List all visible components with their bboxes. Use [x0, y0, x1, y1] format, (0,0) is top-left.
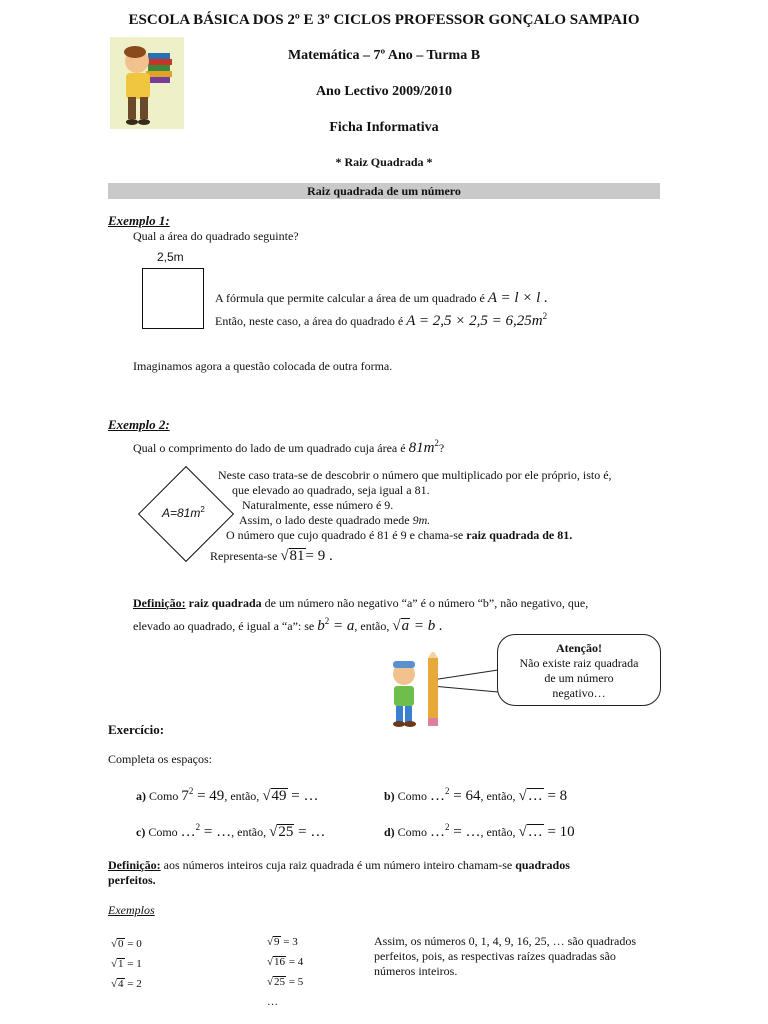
school-year: Ano Lectivo 2009/2010: [315, 84, 453, 99]
example2-text1: Neste caso trata-se de descobrir o número que multiplicado por ele próprio, isto é,: [218, 468, 612, 482]
warning-line2: de um número: [544, 671, 614, 685]
example2-text6: Representa-se √81= 9 .: [210, 548, 333, 564]
exercise-b: b) Como …$^2$ = 64, então, √… = 8: [384, 786, 568, 804]
warning-line3: negativo…: [552, 686, 606, 700]
example2-text3: Naturalmente, esse número é 9.: [242, 498, 394, 512]
square-side-label: 2,5m: [157, 250, 184, 264]
example-sqrt-0: √0 = 0: [111, 938, 142, 950]
example1-line2: Então, neste caso, a área do quadrado é $A = 2,5 \times 2,5 = 6,25m^2$: [215, 311, 548, 329]
example2-text2: que elevado ao quadrado, seja igual a 81.: [232, 483, 430, 497]
example1-question: Qual a área do quadrado seguinte?: [133, 229, 299, 243]
example1-title: Exemplo 1:: [108, 213, 170, 228]
warning-line1: Não existe raiz quadrada: [519, 656, 639, 670]
definition-square-root-line2: elevado ao quadrado, é igual a “a”: se $b^2 = a$, então, √a = b .: [133, 616, 443, 634]
examples-title: Exemplos: [108, 903, 155, 917]
exercise-instruction: Completa os espaços:: [108, 752, 212, 766]
boy-pencil-illustration: [382, 652, 502, 730]
example-sqrt-9: √9 = 3: [267, 936, 298, 948]
example2-title: Exemplo 2:: [108, 417, 170, 432]
example-sqrt-4: √4 = 2: [111, 978, 142, 990]
example1-note: Imaginamos agora a questão colocada de outra forma.: [133, 359, 393, 373]
formula-result: $A = 2,5 \times 2,5 = 6,25m^2$: [406, 311, 548, 329]
examples-explanation: Assim, os números 0, 1, 4, 9, 16, 25, … são quadrados perfeitos, pois, as respectivas raízes quadradas são números inteiros.: [374, 934, 636, 978]
topic-title: * Raiz Quadrada *: [335, 155, 433, 169]
diamond-area-label: $A=81m^2$: [162, 505, 205, 520]
exercise-d: d) Como …$^2$ = …, então, √… = 10: [384, 822, 575, 840]
exercise-title: Exercício:: [108, 722, 165, 737]
exercise-a: a) Como $7^2 = 49$, então, √49 = …: [136, 786, 319, 804]
section-bar: Raiz quadrada de um número: [108, 183, 660, 199]
definition-perfect-squares: Definição: aos números inteiros cuja raiz quadrada é um número inteiro chamam-se quadrados perfeitos.: [108, 858, 570, 887]
school-name: ESCOLA BÁSICA DOS 2º E 3º CICLOS PROFESSOR GONÇALO SAMPAIO: [128, 12, 640, 28]
square-shape: [142, 268, 204, 329]
warning-bubble: [497, 634, 661, 706]
warning-title: Atenção!: [556, 641, 602, 655]
example-sqrt-25: √25 = 5: [267, 976, 304, 988]
example2-question: Qual o comprimento do lado de um quadrado cuja área é $81m^2$?: [133, 438, 445, 456]
example-sqrt-16: √16 = 4: [267, 956, 304, 968]
example2-text5: O número que cujo quadrado é 81 é 9 e chama-se raiz quadrada de 81.: [226, 528, 573, 542]
examples-middle-column: [267, 932, 303, 1012]
formula-area: A = l × l .: [487, 290, 548, 306]
class-title: Matemática – 7º Ano – Turma B: [287, 48, 481, 63]
examples-left-column: [111, 934, 142, 994]
exercise-c: c) Como …$^2$ = …, então, √25 = …: [136, 822, 326, 840]
examples-ellipsis: …: [267, 996, 278, 1008]
example-sqrt-1: √1 = 1: [111, 958, 142, 970]
sheet-title: Ficha Informativa: [329, 120, 439, 135]
definition-square-root-line1: Definição: raiz quadrada de um número não negativo “a” é o número “b”, não negativo, que,: [133, 596, 589, 610]
example2-text4: Assim, o lado deste quadrado mede 9m.: [239, 513, 431, 527]
example1-line1: A fórmula que permite calcular a área de um quadrado é A = l × l .: [215, 290, 548, 306]
